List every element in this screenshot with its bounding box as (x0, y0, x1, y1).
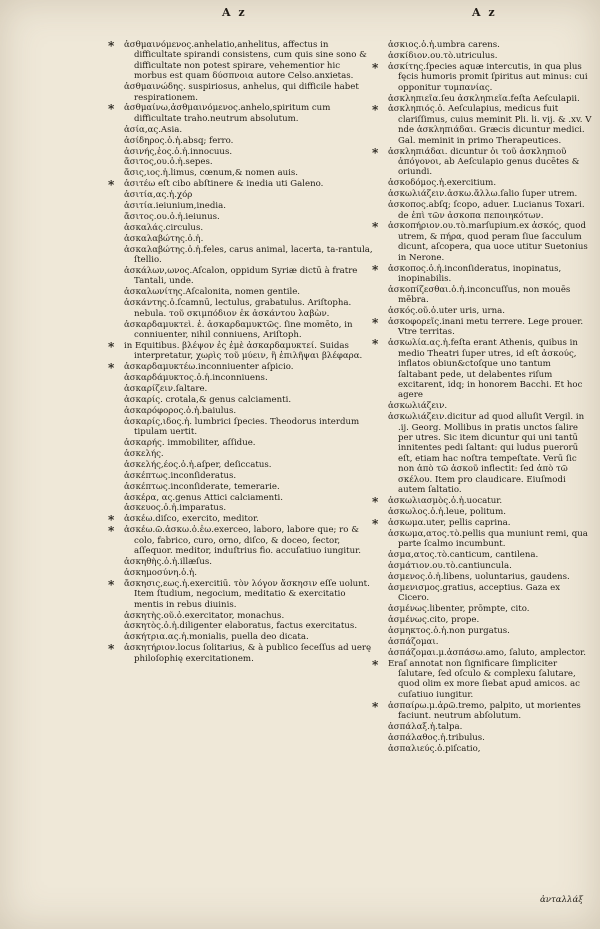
dictionary-entry: ἀσκέπτως.inconſiderate, temerarie. (124, 481, 280, 492)
dictionary-entry: ἀσπάζομαι.μ.ἀσπάσω.amo, ſaluto, amplector. (388, 647, 587, 658)
dictionary-entry: * ἀσκωμα.uter, pellis caprina. (398, 518, 592, 528)
dictionary-entry: ἀσκωλιάζειν. (388, 401, 448, 412)
dictionary-entry: ἀσμενισμος.gratius, acceptius. Gaza ex Cicero. (388, 582, 561, 604)
left-column (116, 40, 374, 665)
dictionary-entry: ἀσθμαινώδης. suspiriosus, anhelus, qui difficile habet respirationem. (124, 82, 359, 103)
dictionary-entry: * ἀσπαίρω.μ.ἀρῶ.tremo, palpito, ut morientes faciunt. neutrum abſolutum. (398, 701, 592, 722)
dictionary-entry: ἀσκέπτως.inconſideratus. (124, 470, 237, 481)
dictionary-entry: ἀσκέρα, ας.genus Attici calciamenti. (124, 492, 284, 503)
dictionary-entry: * ἀσκοπήριον.ου.τὸ.marſupium.ex ἀσκός, quod utrem, & πήρα, quod peram ſiue ſacculum dicunt, aſcopera, qua uoce utitur Suetonius in Nerone. (398, 221, 592, 263)
signature-mark-right: A z (472, 6, 497, 19)
dictionary-entry: * ἀσθμαίνω,ἀσθμαινόμενος.anhelo,spiritum cum difficultate traho.neutrum absolutum. (134, 103, 374, 124)
dictionary-entry: * ἄσκησις,εως.ἡ.exercitiū. τὸν λόγον ἄσκησιν eſſe uolunt. Item ſtudium, negocium, meditatio & exercitatio mentis in rebus diuinis. (134, 579, 374, 610)
dictionary-entry: * ἀσκωλιασμὸς.ὁ.ἡ.uocatur. (398, 496, 592, 506)
dictionary-entry: ἄσις,ιος.ἡ.limus, cœnum,& nomen auis. (124, 168, 299, 179)
dictionary-entry: ἀσκιος.ὁ.ἡ.umbra carens. (388, 40, 500, 50)
dictionary-entry: ἀσκελής. (124, 448, 164, 459)
dictionary-entry: * ἀσκίτης.ſpecies aquæ intercutis, in qua plus fęcis humoris promit ſpiritus aut minus: cui opponitur τυμπανίας. (398, 62, 592, 93)
dictionary-entry: * ἀσκοπος.ὁ.ἡ.inconſideratus, inopinatus, inopinabilis. (398, 264, 592, 285)
dictionary-entry: ἀσκητὸς.ὁ.ἡ.diligenter elaboratus, factus exercitatus. (124, 621, 358, 632)
dictionary-entry: ἀσκευος.ὁ.ἡ.imparatus. (124, 503, 227, 514)
dictionary-entry: * ἀσιτέω eſt cibo abſtinere & inedia uti Galeno. (134, 179, 374, 189)
dictionary-entry: * ἀσκέω.ῶ.ἀσκω.ὁ.ἐω.exerceo, laboro, labore que; ro & colo, fabrico, curo, orno, diſco, & doceo, ſector, aſſequor. meditor, induſtrius fio. accuſatiuo iungitur. (134, 525, 374, 556)
signature-mark-left: A z (222, 6, 247, 19)
dictionary-entry: ἀσμα,ατος.τὸ.canticum, cantilena. (388, 550, 539, 560)
dictionary-entry: ἀσκάλων,ωνος.Aſcalon, oppidum Syriæ dictū à fratre Tantali, unde. (124, 266, 358, 287)
dictionary-entry: ἀσιτία,ας.ἡ.χόρ (124, 190, 193, 201)
dictionary-entry: * ἀσθμαινόμενος.anhelatio,anhelitus, affectus in difficultate spirandi consistens, cum quis sine sono & difficultate non potest spirare, vehementior hic morbus est quam δύσπνοια autore Celso.anxietas. (134, 40, 374, 82)
dictionary-entry: * ἀσκληπιός.ὁ. Aeſculapius, medicus fuit clariſſimus, cuius meminit Pli. li. vij. & .xv. V nde ἀσκληπιάδαι. Græcis dicuntur medici. Gal. meminit in primo Therapeutices. (398, 104, 592, 146)
dictionary-entry: ἀσκαρδαμυκτεὶ. ἐ. ἀσκαρδαμυκτῶς. ſine momēto, in conniuenter, nihil conniuens, Ariſtoph. (124, 319, 353, 340)
dictionary-entry: ἀσκητὴς.οῦ.ὁ.exercitator, monachus. (124, 610, 285, 621)
dictionary-entry: ἀσκός.οῦ.ὁ.uter uris, urna. (388, 306, 506, 317)
dictionary-entry: * Eraſ annotat non ſignificare ſimpliciter ſalutare, ſed oſculo & complexu ſalutare, quod olim ex more ſiebat apud amicos. ac cuſatiuo iungitur. (398, 659, 592, 701)
dictionary-entry: ἀσκαρίς,ιδος.ἡ. lumbrici ſpecies. Theodorus interdum tipulam uertit. (124, 416, 360, 438)
dictionary-entry: ἀσκίδιον.ου.τὸ.utriculus. (388, 50, 498, 61)
dictionary-entry: ἀσκοδόμος.ἡ.exercitium. (388, 178, 497, 189)
dictionary-entry: ἀσκήτρια.ας.ἡ.monialis, puella deo dicata. (124, 632, 309, 643)
dictionary-entry: ἀσμηκτος.ὁ.ἡ.non purgatus. (388, 625, 510, 636)
dictionary-entry: ἀσμένως.libenter, prōmpte, cito. (388, 604, 530, 615)
right-column (380, 40, 592, 755)
dictionary-entry: ἀσκαλαβώτης.ὁ.ἡ.feles, carus animal, lacerta, ta-rantula, ſtellio. (124, 244, 373, 266)
dictionary-entry: ἀσκοπος.abſq; ſcopo, aduer. Lucianus Toxari. de ἐπὶ τῶν ἀσκοπα πεποιηκότων. (388, 200, 585, 221)
dictionary-entry: ἀσινής,ἐος.ὁ.ἡ.innocuus. (124, 146, 233, 157)
dictionary-entry: ἀσκαλαβώτης.ὁ.ἡ. (124, 233, 204, 244)
dictionary-entry: ἀσκαρίζειν.ſaltare. (124, 384, 208, 394)
dictionary-entry: * ἀσκητήριον.locus ſolitarius, & à publico ſeceſſus ad uerę philoſophię exercitationem. (134, 643, 374, 664)
dictionary-entry: ἀσκαρδάμυκτος.ὁ.ἡ.inconniuens. (124, 373, 268, 384)
dictionary-entry: * ἀσκληπιάδαι. dicuntur ὁι τοῦ ἀσκληπιοῦ ἀπόγονοι, ab Aeſculapio genus ducētes & oriundi. (398, 147, 592, 178)
dictionary-entry: ἀσιτία.ieiunium,inedia. (124, 201, 226, 212)
dictionary-entry: ἀσκοπίζεσθαι.ὁ.ἡ.inconcuſſus, non mouēs mēbra. (388, 284, 571, 306)
dictionary-entry: ἀσκωλος.ὁ.ἡ.leue, politum. (388, 506, 506, 517)
dictionary-entry: ἀσκηθὴς.ὁ.ἡ.illæſus. (124, 557, 213, 567)
dictionary-entry: ἀσκωλιάζειν.dicitur ad quod alluſit Vergil. in .ij. Georg. Mollibus in pratis unctos ſalire per utres. Sic item dicuntur qui uni tantū innitentes pedi ſaltant: qui ludus puerorū eſt, etiam hac noſtra tempeſtate. Verū ſic non ἀπὸ τῶ ἀσκοῦ inflectit: ſed ἀπὸ τῶ σκέλου. Item pro claudicare. Eiuſmodi autem ſaltatio. (388, 412, 585, 496)
dictionary-entry: ἀσκελής,έος.ὁ.ἡ.aſper, deſiccatus. (124, 459, 272, 470)
catchword: ἀνταλλάξ (540, 895, 584, 905)
dictionary-entry: * ἀσκέω.diſco, exercito, meditor. (134, 514, 374, 524)
dictionary-entry: ἀσμάτιον.ου.τὸ.cantiuncula. (388, 560, 512, 571)
dictionary-entry: ἀσπαλιεύς.ὁ.piſcatio, (388, 743, 481, 754)
dictionary-entry: ἀσκαρής. immobiliter, aſſidue. (124, 438, 256, 449)
dictionary-entry: ἀσκληπιεῖα.ſeu ἀσκληπιεῖα.feſta Aeſculapii. (388, 93, 580, 104)
dictionary-entry: ἀσπάζομαι. (388, 636, 439, 647)
dictionary-entry: ἀσκωλιάζειν.ἀσκω.ἄλλω.ſalio ſuper utrem. (388, 189, 578, 200)
dictionary-entry: * in Equitibus. βλέψον ἐς ἐμὲ ἀσκαρδαμυκτεί. Suidas interpretatur, χωρὶς τοῦ μύειν, ἢ ἐπιλῆψαι βλέφαρα. (134, 341, 374, 362)
dictionary-entry: ἀσκημοσύνη.ὁ.ἡ. (124, 567, 197, 578)
dictionary-entry: ἀσκαρόφορος.ὁ.ἡ.baiulus. (124, 405, 237, 416)
dictionary-entry: * ἀσκαρδαμυκτέω.inconniuenter aſpicio. (134, 362, 374, 372)
dictionary-entry: ἀσκωμα,ατος.τὸ.pellis qua muniunt remi, qua parte ſcalmo incumbunt. (388, 528, 588, 550)
dictionary-entry: * ἀσκοφορεῖς.inani metu terrere. Lege prouer. Vtre territas. (398, 317, 592, 338)
dictionary-entry: * ἀσκωλία.ας.ἡ.feſta erant Athenis, quibus in medio Theatri ſuper utres, id eſt ἀσκούς, inflatos obiun&ctoſque uno tantum ſaltabant pede, ut delabentes riſum excitarent, idq; in honorem Bacchi. Et hoc agere (398, 338, 592, 400)
dictionary-entry: ἀσπάλαξ.ἡ.talpa. (388, 722, 463, 732)
dictionary-entry: ἄσιτος,ου.ὁ.ἡ.sepes. (124, 157, 213, 168)
dictionary-entry: ἀσμενος.ὁ.ἡ.libens, uoluntarius, gaudens. (388, 571, 570, 582)
dictionary-entry: ἀσίδηρος.ὁ.ἡ.absq; ferro. (124, 135, 234, 146)
dictionary-entry: ἀσκαλάς.circulus. (124, 222, 204, 233)
dictionary-entry: ἀσία,ας.Asia. (124, 124, 183, 135)
dictionary-entry: ἀσμένως.cito, prope. (388, 614, 480, 625)
dictionary-entry: ἀσκαλωνίτης.Aſcalonita, nomen gentile. (124, 287, 301, 298)
dictionary-entry: ἀσκαρίς. crotala,& genus calciamenti. (124, 394, 292, 405)
dictionary-entry: ἄσιτος.ου.ὁ.ἡ.ieiunus. (124, 212, 220, 222)
dictionary-entry: ἀσπάλαθος.ἡ.tribulus. (388, 732, 485, 743)
dictionary-entry: ἀσκάντης.ὁ.ſcamnū, lectulus, grabatulus. Ariſtopha. nebula. τοῦ σκιμπόδιον ἐκ ἀσκάντου λαβὼν. (124, 298, 352, 319)
